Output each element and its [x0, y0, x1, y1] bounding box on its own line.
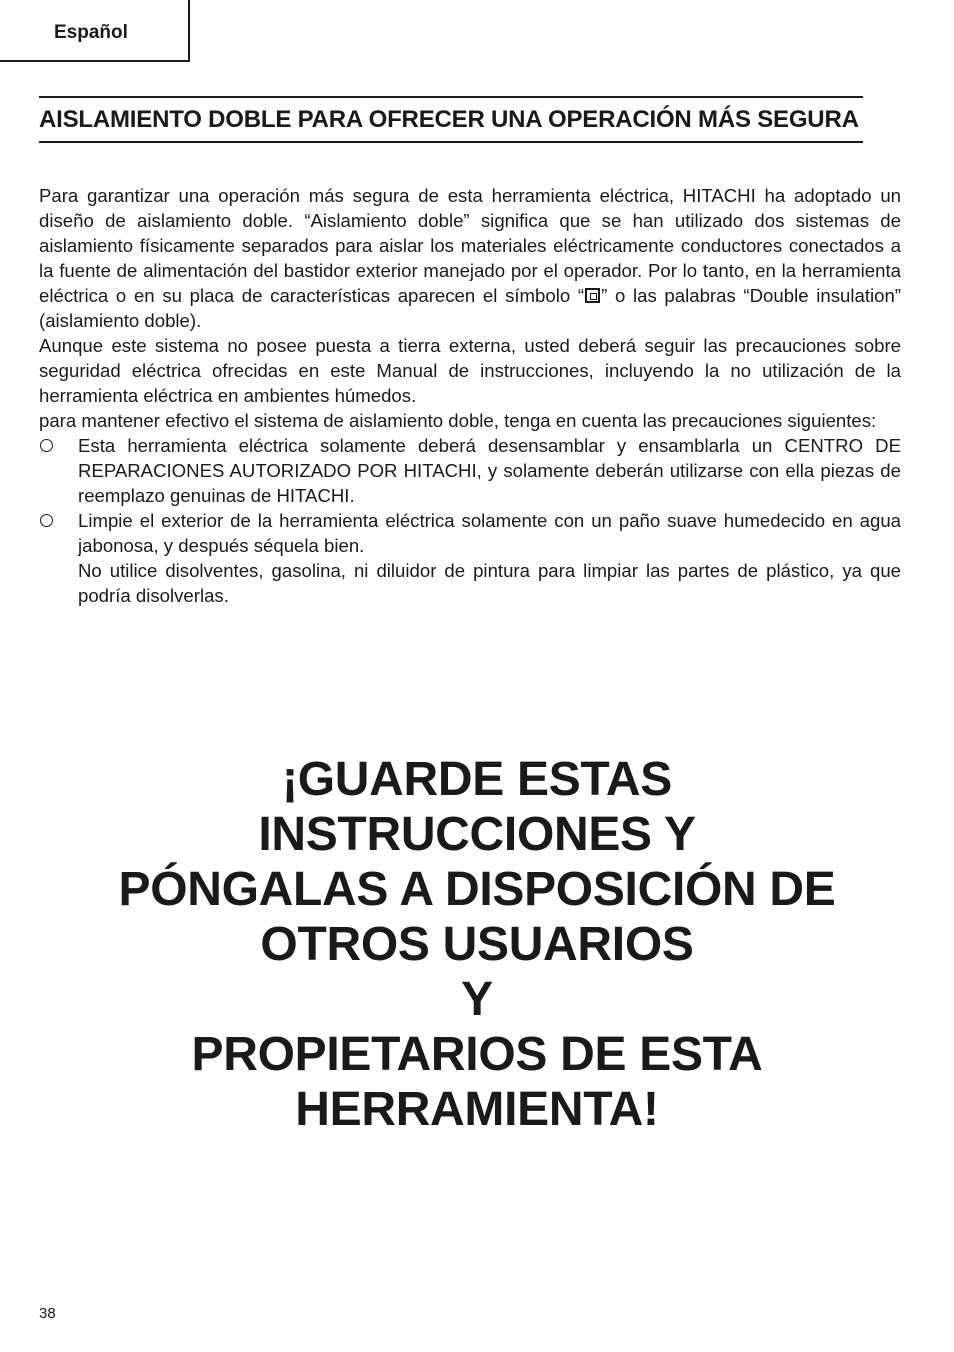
language-tab [0, 0, 190, 62]
list-item-text-continued: No utilice disolventes, gasolina, ni diluidor de pintura para limpiar las partes de plástico, ya que podría disolverlas. [78, 560, 901, 606]
closing-notice [0, 752, 954, 1137]
list-item [39, 433, 901, 508]
closing-line: OTROS USUARIOS [260, 918, 694, 971]
paragraph-intro-text: Para garantizar una operación más segura de esta herramienta eléctrica, HITACHI ha adoptado un diseño de aislamiento doble. “Aislamiento doble” significa que se han utilizado dos sistemas de aislamiento físicamente separados para aislar los materiales eléctricamente conductores conectados a la fuente de alimentación del bastidor exterior manejado por el operador. Por lo tanto, en la herramienta eléctrica o en su placa de características aparecen el símbolo “ [39, 185, 901, 306]
paragraph-precautions-intro: para mantener efectivo el sistema de aislamiento doble, tenga en cuenta las precauciones siguientes: [39, 410, 877, 431]
closing-line: PROPIETARIOS DE ESTA [191, 1028, 763, 1081]
section-body [39, 183, 901, 608]
paragraph-grounding: Aunque este sistema no posee puesta a tierra externa, usted deberá seguir las precauciones sobre seguridad eléctrica ofrecidas en este Manual de instrucciones, incluyendo la no utilización de la herramienta eléctrica en ambientes húmedos. [39, 335, 901, 406]
double-insulation-icon [585, 288, 600, 303]
closing-line: Y [461, 973, 493, 1026]
circle-bullet-icon [40, 439, 53, 452]
closing-line: ¡GUARDE ESTAS [282, 753, 672, 806]
circle-bullet-icon [40, 514, 53, 527]
paragraph-intro [39, 183, 901, 333]
list-item [39, 508, 901, 608]
closing-line: PÓNGALAS A DISPOSICIÓN DE [118, 863, 836, 916]
closing-line: INSTRUCCIONES Y [258, 808, 696, 861]
precautions-list [39, 433, 901, 608]
section-title: AISLAMIENTO DOBLE PARA OFRECER UNA OPERACIÓN MÁS SEGURA [39, 96, 863, 143]
list-item-text: Esta herramienta eléctrica solamente deberá desensamblar y ensamblarla un CENTRO DE REPARACIONES AUTORIZADO POR HITACHI, y solamente deberán utilizarse con ella piezas de reemplazo genuinas de HITACHI. [78, 435, 901, 506]
list-item-text: Limpie el exterior de la herramienta eléctrica solamente con un paño suave humedecido en agua jabonosa, y después séquela bien. [78, 510, 901, 556]
page-number: 38 [39, 1305, 56, 1322]
closing-line: HERRAMIENTA! [295, 1083, 659, 1136]
language-tab-label: Español [54, 22, 128, 43]
paragraph-intro-tail: ” o las palabras “Double insulation” (aislamiento doble). [39, 285, 901, 331]
